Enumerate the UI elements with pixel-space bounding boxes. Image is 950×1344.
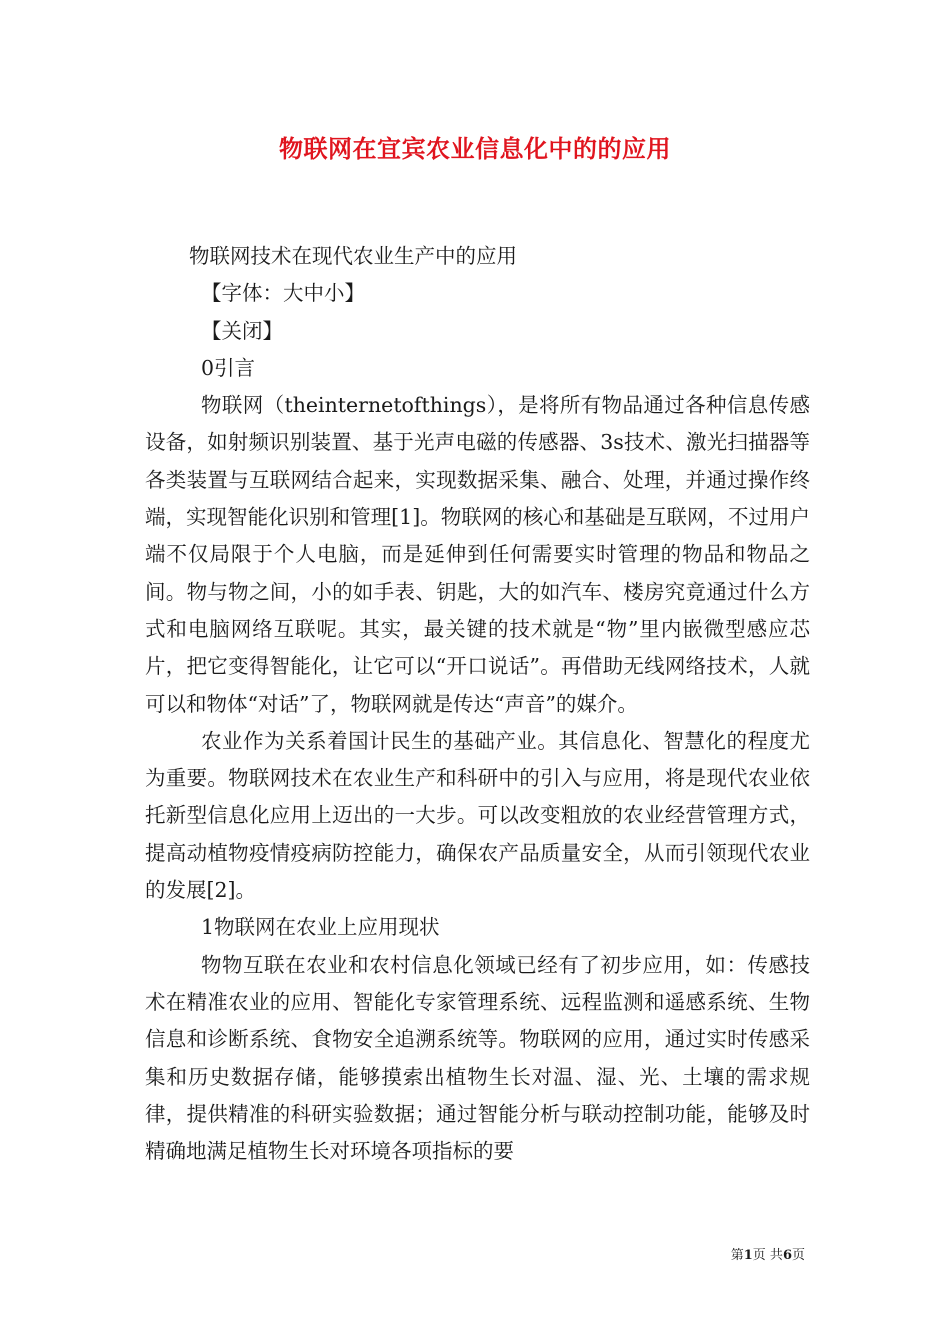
footer-middle: 页 共 xyxy=(752,1248,783,1263)
article-subtitle: 物联网技术在现代农业生产中的应用 xyxy=(189,244,517,268)
footer-prefix: 第 xyxy=(730,1248,744,1263)
document-body xyxy=(145,238,810,1170)
total-pages-number: 6 xyxy=(782,1248,792,1263)
close-link[interactable]: 【关闭】 xyxy=(201,318,283,343)
page-footer xyxy=(731,1247,805,1265)
section-heading-introduction: 0引言 xyxy=(201,355,256,380)
font-size-control[interactable]: 【字体：大中小】 xyxy=(201,281,365,306)
paragraph-applications: 物物互联在农业和农村信息化领域已经有了初步应用，如：传感技术在精准农业的应用、智能化专家管理系统、远程监测和遥感系统、生物信息和诊断系统、食物安全追溯系统等。物联网的应用，通过实时传感采集和历史数据存储，能够摸索出植物生长对温、湿、光、土壤的需求规律，提供精准的科研实验数据；通过智能分析与联动控制功能，能够及时精确地满足植物生长对环境各项指标的要 xyxy=(145,952,810,1164)
footer-suffix: 页 xyxy=(791,1248,805,1263)
section-heading-status: 1物联网在农业上应用现状 xyxy=(201,915,440,940)
current-page-number: 1 xyxy=(743,1248,753,1263)
paragraph-agriculture-importance: 农业作为关系着国计民生的基础产业。其信息化、智慧化的程度尤为重要。物联网技术在农业生产和科研中的引入与应用，将是现代农业依托新型信息化应用上迈出的一大步。可以改变粗放的农业经营管理方式，提高动植物疫情疫病防控能力，确保农产品质量安全，从而引领现代农业的发展[2]。 xyxy=(145,728,810,903)
paragraph-iot-definition: 物联网（theinternetofthings），是将所有物品通过各种信息传感设备，如射频识别装置、基于光声电磁的传感器、3s技术、激光扫描器等各类装置与互联网结合起来，实现数据采集、融合、处理，并通过操作终端，实现智能化识别和管理[1]。物联网的核心和基础是互联网，不过用户端不仅局限于个人电脑，而是延伸到任何需要实时管理的物品和物品之间。物与物之间，小的如手表、钥匙，大的如汽车、楼房究竟通过什么方式和电脑网络互联呢。其实，最关键的技术就是“物”里内嵌微型感应芯片，把它变得智能化，让它可以“开口说话”。再借助无线网络技术，人就可以和物体“对话”了，物联网就是传达“声音”的媒介。 xyxy=(145,393,810,716)
page-title: 物联网在宜宾农业信息化中的的应用 xyxy=(279,134,671,163)
